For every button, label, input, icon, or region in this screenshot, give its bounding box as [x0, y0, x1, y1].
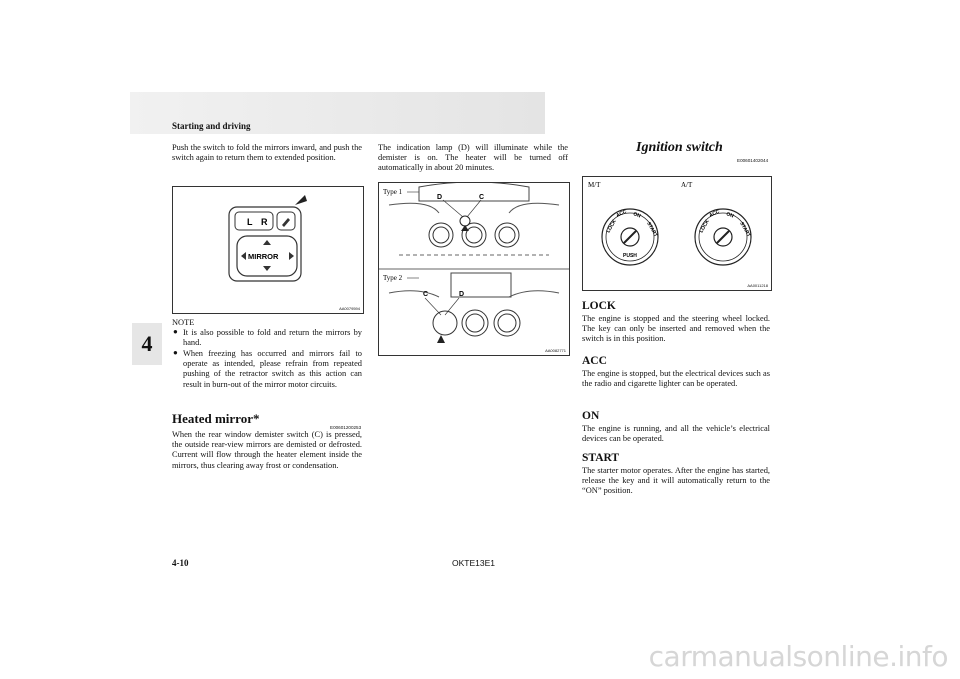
lock-text: The engine is stopped and the steering wheel locked. The key can only be inserted and removed when the switch is in this position. [582, 314, 770, 344]
pointer-arrow-icon [437, 335, 445, 343]
lock-label: LOCK [605, 218, 618, 234]
lock-heading: LOCK [582, 300, 616, 312]
type2-label: Type 2 [383, 274, 403, 282]
figure-code: AA0011218 [747, 283, 768, 288]
type1-label: Type 1 [383, 188, 403, 196]
heated-mirror-code: E00601200253 [330, 425, 362, 430]
on-text: The engine is running, and all the vehicle’s electrical devices can be operated. [582, 424, 770, 444]
label-mirror: MIRROR [248, 252, 279, 261]
at-label: A/T [681, 181, 693, 189]
section-title: Starting and driving [172, 121, 251, 131]
ignition-switch-heading: Ignition switch [636, 140, 723, 155]
label-d: D [437, 194, 443, 201]
start-text: The starter motor operates. After the engine has started, release the key and it will automatically return to the “ON” position. [582, 466, 770, 496]
ignition-switch-code: E00601402044 [737, 158, 769, 163]
label-l: L [247, 217, 253, 227]
ignition-at-dial [695, 209, 752, 265]
figure-code: AA0082771 [545, 348, 566, 353]
acc-label: ACC [708, 208, 721, 219]
mt-label: M/T [588, 181, 601, 189]
label-c: C [479, 194, 485, 201]
ignition-illustration [583, 177, 771, 290]
heated-mirror-text: When the rear window demister switch (C) is pressed, the outside rear-view mirrors are demisted or defrosted. Current will flow through the heater element inside the mirrors, thus clearing away frost or condensation. [172, 430, 362, 470]
label-c: C [423, 291, 429, 298]
ignition-figure [582, 176, 772, 291]
start-heading: START [582, 452, 620, 464]
note-item-1: It is also possible to fold and return the mirrors by hand. [183, 328, 362, 348]
note-item-2: When freezing has occurred and mirrors fail to operate as intended, please refrain from repeated pushing of the retractor switch as this action can result in burn-out of the mirror motor circuits. [183, 349, 362, 389]
mirror-switch-figure [172, 186, 364, 314]
heated-mirror-heading: Heated mirror* [172, 411, 260, 426]
demister-figure [378, 182, 570, 356]
on-label: ON [725, 211, 735, 220]
demister-illustration [379, 183, 569, 355]
start-label: START [738, 221, 752, 239]
lock-label: LOCK [698, 218, 711, 234]
chapter-tab: 4 [132, 323, 162, 365]
on-heading: ON [582, 410, 600, 422]
fold-arrow-icon [295, 195, 307, 205]
label-r: R [261, 217, 268, 227]
on-label: ON [632, 211, 642, 220]
acc-label: ACC [615, 208, 628, 219]
note-title: NOTE [172, 318, 195, 327]
bullet-icon: ● [173, 348, 178, 357]
mirror-intro-text: Push the switch to fold the mirrors inward, and push the switch again to return them to extended position. [172, 143, 362, 163]
bullet-icon: ● [173, 327, 178, 336]
acc-heading: ACC [582, 355, 607, 367]
push-label: PUSH [623, 253, 637, 259]
mirror-switch-illustration [173, 187, 363, 313]
start-label: START [645, 221, 659, 239]
figure-code: AA0079594 [339, 306, 360, 311]
label-d: D [459, 291, 465, 298]
indication-text: The indication lamp (D) will illuminate while the demister is on. The heater will be turned off automatically in about 20 minutes. [378, 143, 568, 173]
watermark-text: carmanualsonline.info [648, 640, 948, 673]
document-code: OKTE13E1 [452, 558, 495, 568]
page-number: 4-10 [172, 558, 189, 568]
acc-text: The engine is stopped, but the electrical devices such as the radio and cigarette lighter can be operated. [582, 369, 770, 389]
ignition-mt-dial [602, 209, 659, 265]
